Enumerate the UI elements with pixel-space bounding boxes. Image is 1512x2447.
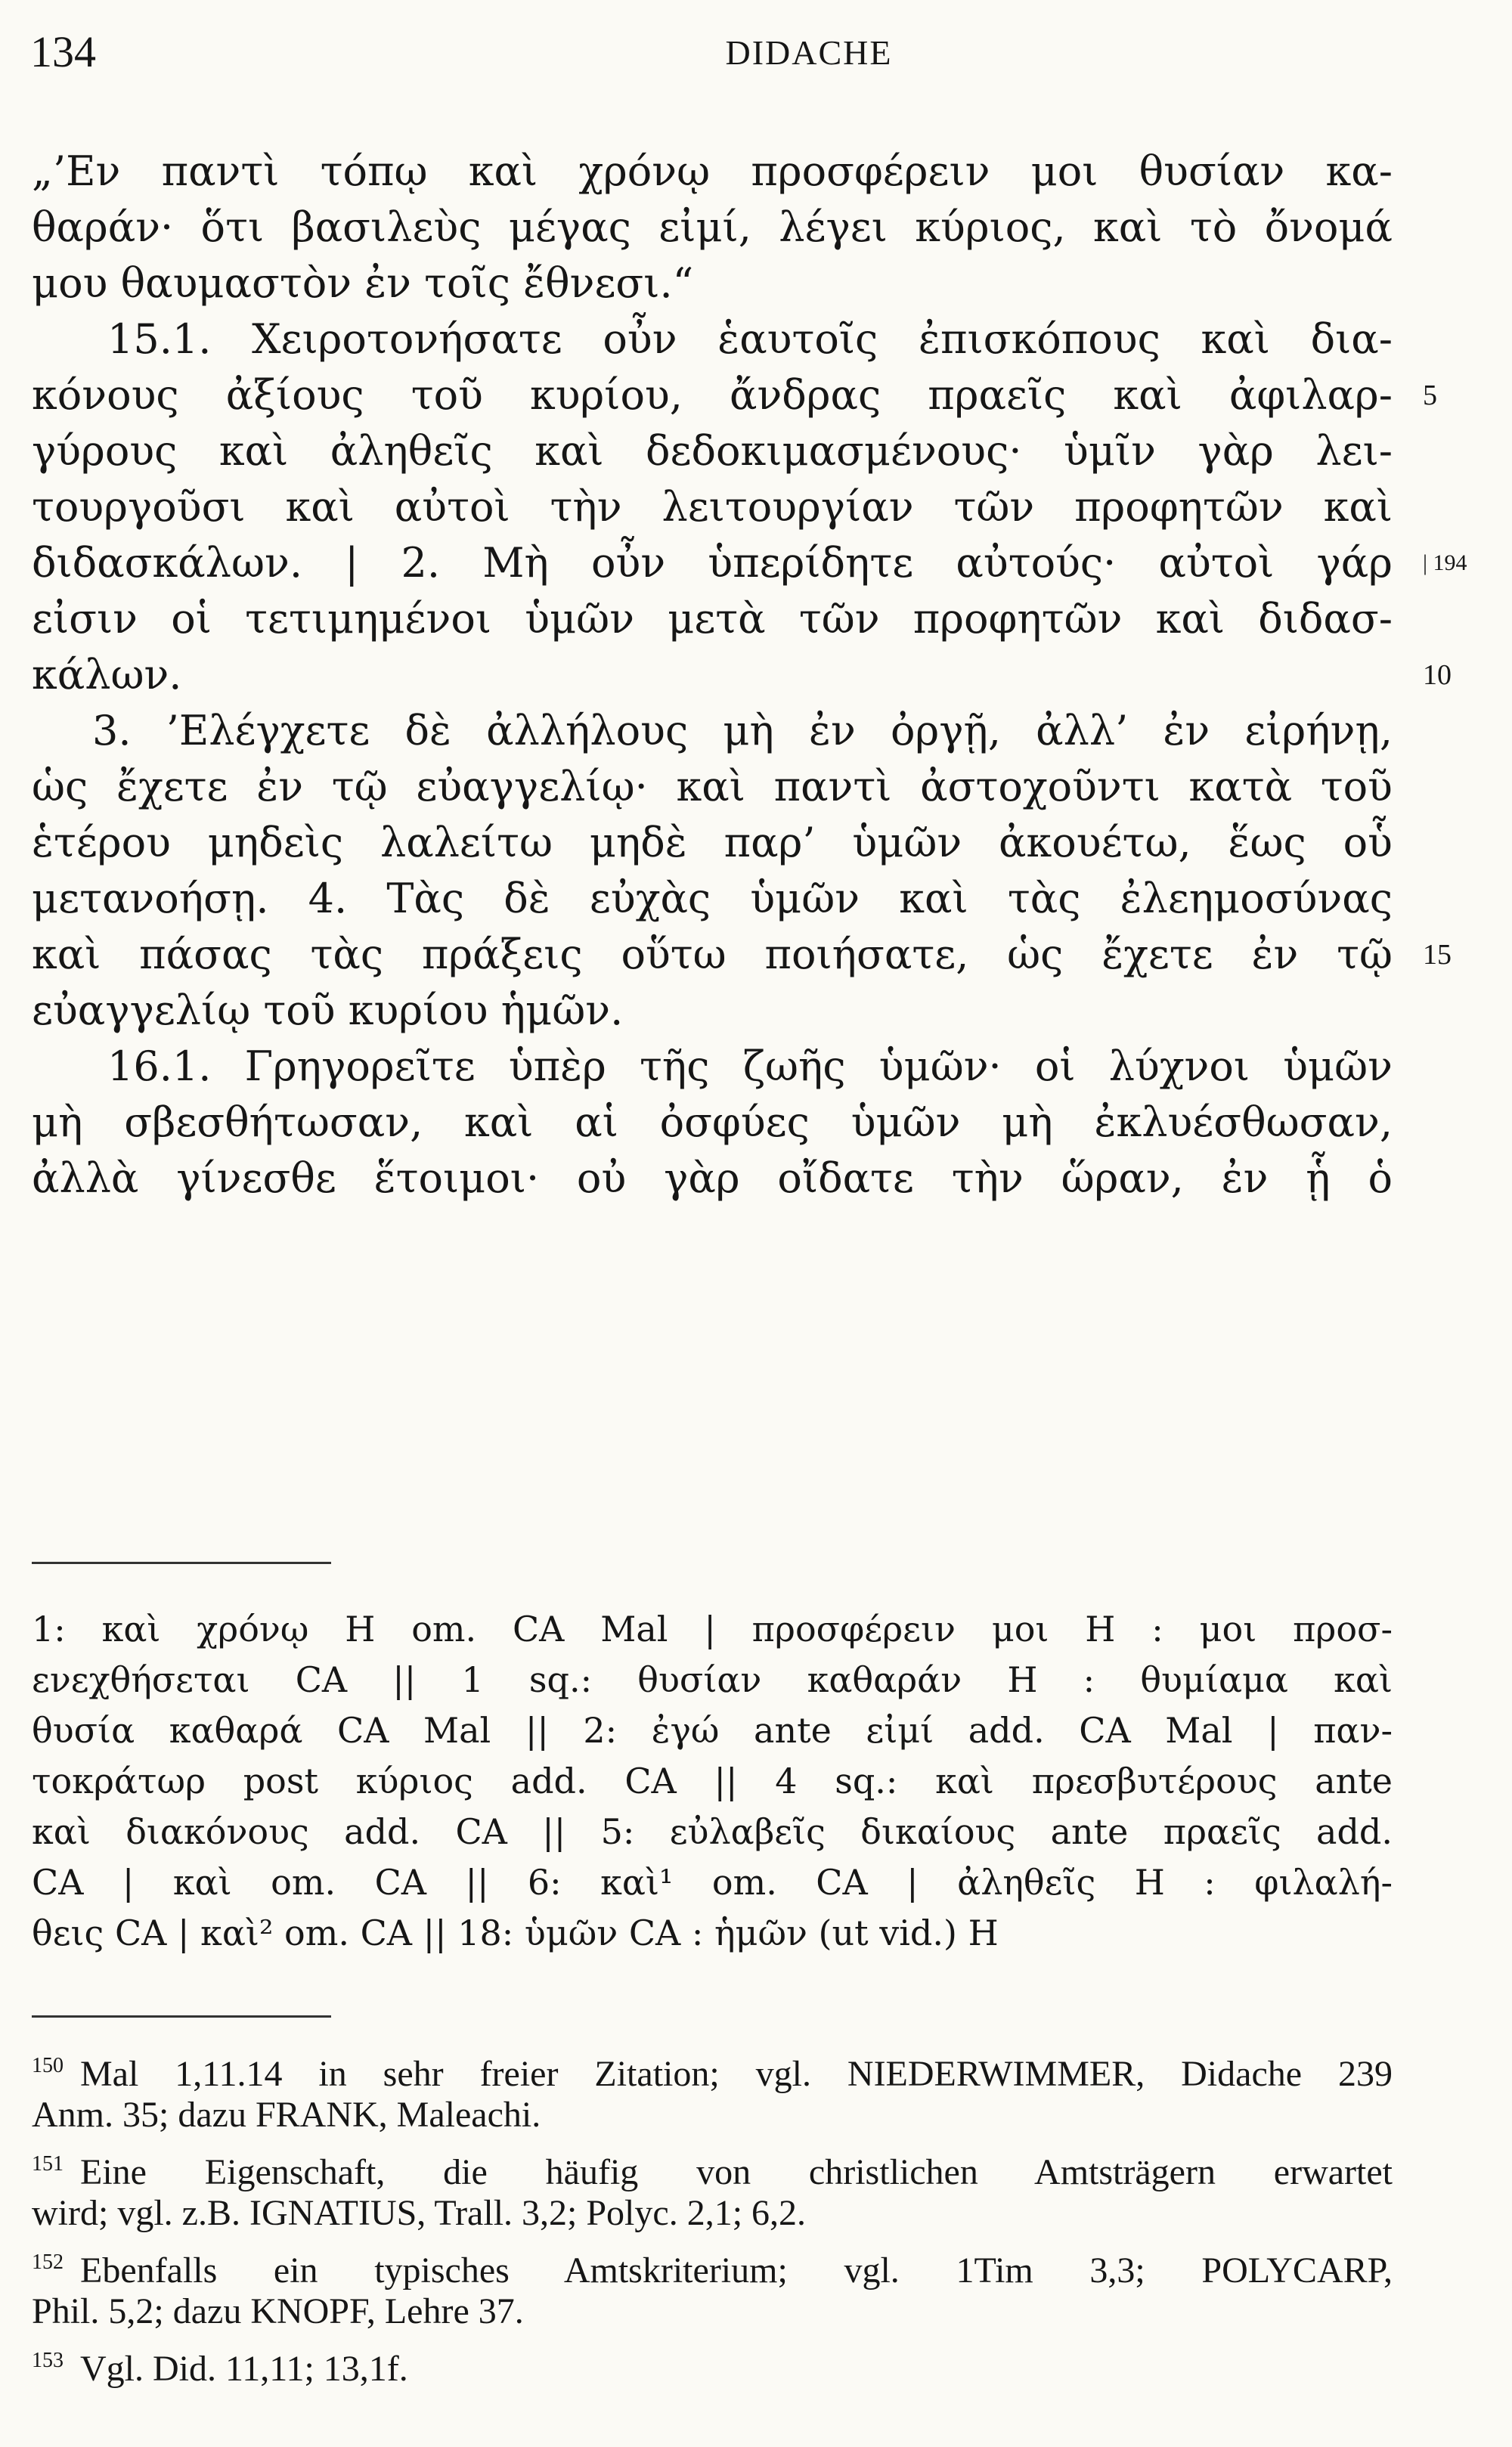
text-line xyxy=(32,1095,1393,1151)
footnote-151 xyxy=(32,2139,1393,2192)
text-line xyxy=(32,703,1393,759)
line-text: θαράν· ὅτι βασιλεὺς μέγας εἰμί, λέγει κύριος, καὶ τὸ ὄνομά xyxy=(32,203,1393,251)
line-text: εἰσιν οἱ τετιμημένοι ὑμῶν μετὰ τῶν προφητῶν καὶ διδασ- xyxy=(32,595,1393,643)
text-line xyxy=(32,647,1452,703)
line-text: τουργοῦσι καὶ αὐτοὶ τὴν λειτουργίαν τῶν προφητῶν καὶ xyxy=(32,483,1393,531)
text-line xyxy=(32,815,1393,871)
text-line xyxy=(32,1039,1393,1095)
footnote-text: Vgl. Did. 11,11; 13,1f. xyxy=(80,2349,408,2389)
text-line xyxy=(32,927,1452,983)
footnotes xyxy=(32,2041,1393,2389)
line-text: εὐαγγελίῳ τοῦ κυρίου ἡμῶν. xyxy=(32,987,624,1034)
line-number: 15 xyxy=(1423,939,1452,971)
page-number: 134 xyxy=(30,27,96,76)
footnote-line xyxy=(32,2287,1393,2336)
text-line xyxy=(32,367,1437,423)
footnote-text: Phil. 5,2; dazu KNOPF, Lehre 37. xyxy=(32,2291,524,2331)
line-number: 5 xyxy=(1423,379,1437,411)
text-line xyxy=(32,871,1393,927)
text-line xyxy=(32,423,1393,479)
apparatus-line: ενεχθήσεται CA || 1 sq.: θυσίαν καθαράν H : θυμίαμα καὶ xyxy=(32,1659,1393,1700)
footnote-153 xyxy=(32,2336,1393,2389)
line-text: „’Εν παντὶ τόπῳ καὶ χρόνῳ προσφέρειν μοι θυσίαν κα- xyxy=(32,147,1393,195)
line-text: 3. ’Ελέγχετε δὲ ἀλλήλους μὴ ἐν ὀργῇ, ἀλλ’ ἐν εἰρήνῃ, xyxy=(92,707,1393,754)
apparatus-line: τοκράτωρ post κύριος add. CA || 4 sq.: καὶ πρεσβυτέρους ante xyxy=(32,1761,1393,1801)
line-text: μὴ σβεσθήτωσαν, καὶ αἱ ὀσφύες ὑμῶν μὴ ἐκλυέσθωσαν, xyxy=(32,1098,1393,1146)
apparatus-line: θεις CA | καὶ² om. CA || 18: ὑμῶν CA : ἡμῶν (ut vid.) H xyxy=(32,1913,999,1953)
line-text: γύρους καὶ ἀληθεῖς καὶ δεδοκιμασμένους· ὑμῖν γὰρ λει- xyxy=(32,427,1393,475)
footnote-text: Eine Eigenschaft, die häufig von christlichen Amtsträgern erwartet xyxy=(80,2152,1393,2192)
text-line xyxy=(32,983,1393,1039)
text-line xyxy=(32,200,1393,256)
line-text: διδασκάλων. | 2. Μὴ οὖν ὑπερίδητε αὐτούς· αὐτοὶ γάρ xyxy=(32,539,1393,587)
line-text: καὶ πάσας τὰς πράξεις οὕτω ποιήσατε, ὡς ἔχετε ἐν τῷ xyxy=(32,931,1393,978)
line-text: ἀλλὰ γίνεσθε ἕτοιμοι· οὐ γὰρ οἴδατε τὴν ὥραν, ἐν ᾗ ὁ xyxy=(32,1154,1393,1202)
footnote-number: 151 xyxy=(32,2152,64,2176)
line-text: μου θαυμαστὸν ἐν τοῖς ἔθνεσι.“ xyxy=(32,259,694,307)
apparatus-divider xyxy=(32,1562,331,1564)
text-line xyxy=(32,311,1393,367)
running-head: DIDACHE xyxy=(725,33,893,72)
critical-apparatus xyxy=(32,1604,1393,1959)
footnote-text: Anm. 35; dazu FRANK, Maleachi. xyxy=(32,2095,541,2135)
footnote-152 xyxy=(32,2238,1393,2291)
text-line xyxy=(32,1151,1393,1206)
page-reference: | 194 xyxy=(1423,550,1467,575)
footnote-text: wird; vgl. z.B. IGNATIUS, Trall. 3,2; Polyc. 2,1; 6,2. xyxy=(32,2193,807,2233)
footnote-text: Ebenfalls ein typisches Amtskriterium; vgl. 1Tim 3,3; POLYCARP, xyxy=(80,2250,1393,2291)
main-greek-text xyxy=(32,144,1467,1206)
apparatus-line: θυσία καθαρά CA Mal || 2: ἐγώ ante εἰμί add. CA Mal | παν- xyxy=(32,1710,1393,1751)
footnote-text: Mal 1,11.14 in sehr freier Zitation; vgl. NIEDERWIMMER, Didache 239 xyxy=(80,2054,1393,2094)
line-text: κόνους ἀξίους τοῦ κυρίου, ἄνδρας πραεῖς καὶ ἀφιλαρ- xyxy=(32,371,1393,419)
footnote-150 xyxy=(32,2041,1393,2094)
text-line xyxy=(32,591,1393,647)
text-line xyxy=(32,144,1393,200)
line-text: 16.1. Γρηγορεῖτε ὑπὲρ τῆς ζωῆς ὑμῶν· οἱ λύχνοι ὑμῶν xyxy=(107,1042,1393,1090)
footnote-divider xyxy=(32,2015,331,2018)
line-number: 10 xyxy=(1423,659,1452,691)
text-line xyxy=(32,535,1467,591)
apparatus-line: καὶ διακόνους add. CA || 5: εὐλαβεῖς δικαίους ante πραεῖς add. xyxy=(32,1811,1393,1852)
line-text: κάλων. xyxy=(32,651,182,698)
text-line xyxy=(32,256,1393,311)
line-text: 15.1. Χειροτονήσατε οὖν ἑαυτοῖς ἐπισκόπους καὶ δια- xyxy=(107,315,1393,363)
line-text: ὡς ἔχετε ἐν τῷ εὐαγγελίῳ· καὶ παντὶ ἀστοχοῦντι κατὰ τοῦ xyxy=(32,763,1393,810)
text-line xyxy=(32,479,1393,535)
footnote-number: 152 xyxy=(32,2250,64,2274)
footnote-number: 150 xyxy=(32,2054,64,2077)
footnote-line xyxy=(32,2090,1393,2139)
line-text: ἑτέρου μηδεὶς λαλείτω μηδὲ παρ’ ὑμῶν ἀκουέτω, ἕως οὗ xyxy=(32,819,1393,866)
footnote-line xyxy=(32,2188,1393,2238)
footnote-number: 153 xyxy=(32,2349,64,2372)
text-line xyxy=(32,759,1393,815)
line-text: μετανοήσῃ. 4. Τὰς δὲ εὐχὰς ὑμῶν καὶ τὰς ἐλεημοσύνας xyxy=(32,875,1393,922)
apparatus-line: CA | καὶ om. CA || 6: καὶ¹ om. CA | ἀληθεῖς H : φιλαλή- xyxy=(32,1862,1393,1903)
apparatus-line: 1: καὶ χρόνῳ H om. CA Mal | προσφέρειν μοι H : μοι προσ- xyxy=(32,1609,1393,1649)
